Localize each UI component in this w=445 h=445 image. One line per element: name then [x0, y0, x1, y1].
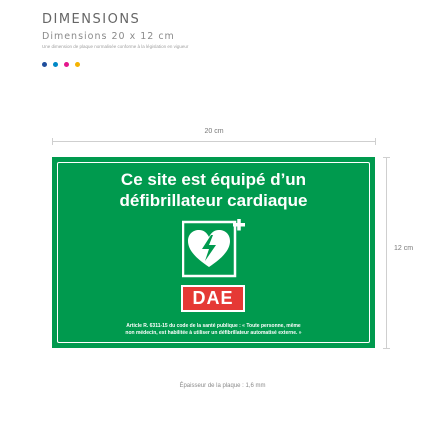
plus-icon-vertical: [237, 219, 241, 231]
width-dimension: [52, 128, 376, 148]
width-label: 20 cm: [204, 128, 224, 135]
height-dimension: [380, 157, 420, 349]
color-swatch-dark-blue[interactable]: [42, 62, 47, 67]
regulation-note: Une dimension de plaque normalisée conforme à la législation en vigueur: [42, 44, 189, 49]
height-dimension-line: [386, 157, 387, 349]
color-swatches: [42, 62, 402, 67]
sign-heading: [62, 169, 365, 211]
color-swatch-cyan[interactable]: [53, 62, 58, 67]
sign-heading-line-2: défibrillateur cardiaque: [119, 191, 308, 210]
legal-text-line-2: non médecin, est habilitée à utiliser un défibrillateur automatisé externe. »: [125, 330, 302, 336]
dae-badge: [181, 285, 245, 312]
width-tick-left: [52, 138, 53, 145]
height-tick-top: [383, 157, 390, 158]
thickness-label: Épaisseur de la plaque : 1,6 mm: [179, 383, 266, 389]
width-dimension-line: [52, 141, 376, 142]
height-label: 12 cm: [394, 245, 414, 252]
height-tick-bottom: [383, 348, 390, 349]
header: [42, 12, 402, 67]
legal-text-line-1: Article R. 6311-15 du code de la santé publique : « Toute personne, même: [126, 323, 301, 329]
aed-heart-lightning-icon: [182, 219, 246, 281]
width-tick-right: [375, 138, 376, 145]
color-swatch-yellow[interactable]: [75, 62, 80, 67]
color-swatch-magenta[interactable]: [64, 62, 69, 67]
aed-sign: [52, 157, 375, 348]
page-subtitle: Dimensions 20 x 12 cm: [42, 31, 175, 42]
legal-text: [62, 323, 365, 337]
page-title: DIMENSIONS: [42, 12, 141, 27]
dae-label: DAE: [183, 287, 243, 310]
aed-symbol-svg: [182, 219, 246, 281]
sign-heading-line-1: Ce site est équipé d’un: [120, 170, 307, 189]
